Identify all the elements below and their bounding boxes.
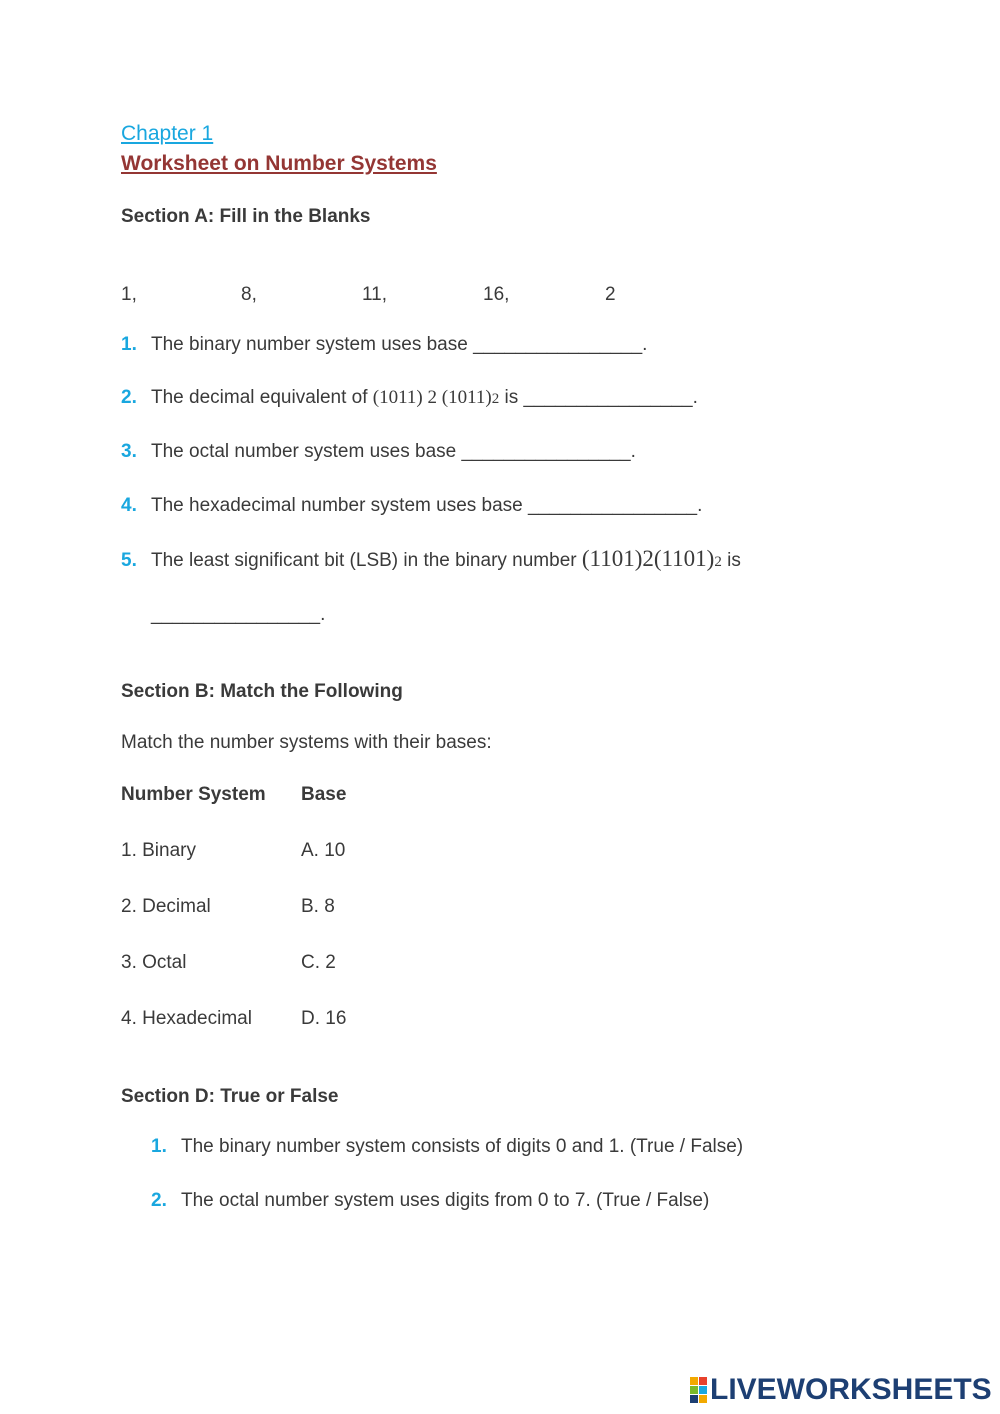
match-item-right: B. 8 — [301, 896, 335, 917]
question-text-after: is — [499, 387, 524, 408]
logo-tile — [690, 1377, 698, 1385]
section-d-heading: Section D: True or False — [121, 1086, 339, 1107]
word-bank-item: 8, — [241, 284, 257, 305]
match-item-left: 4. Hexadecimal — [121, 1008, 252, 1029]
match-item-right: A. 10 — [301, 840, 346, 861]
logo-tile — [699, 1377, 707, 1385]
logo-tile — [699, 1395, 707, 1403]
word-bank-item: 11, — [362, 284, 388, 305]
answer-blank[interactable]: ________________ — [151, 604, 321, 625]
question-text: The binary number system uses base — [151, 334, 474, 355]
question-text: The octal number system uses base — [151, 441, 462, 462]
math-subscript: 2 — [714, 554, 722, 570]
chapter-link[interactable]: Chapter 1 — [121, 122, 214, 145]
logo-tile — [690, 1395, 698, 1403]
question-text-after: is — [721, 550, 741, 571]
question-number: 2. — [121, 387, 137, 408]
match-column-header: Number System — [121, 784, 266, 805]
match-item-left: 3. Octal — [121, 952, 187, 973]
question-4 — [121, 495, 702, 517]
match-item-right: D. 16 — [301, 1008, 347, 1029]
question-text: The binary number system consists of digits 0 and 1. (True / False) — [181, 1136, 744, 1157]
question-number: 2. — [151, 1190, 167, 1211]
question-number: 4. — [121, 495, 137, 516]
math-subscript: 2 — [491, 391, 500, 407]
true-false-item-1 — [151, 1136, 743, 1158]
logo-text: LIVEWORKSHEETS — [710, 1373, 992, 1406]
question-number: 1. — [121, 334, 137, 355]
logo-tile — [699, 1386, 707, 1394]
question-end: . — [697, 495, 703, 516]
answer-blank[interactable]: ________________ — [461, 441, 631, 462]
question-3 — [121, 441, 636, 463]
match-item-left: 1. Binary — [121, 840, 196, 861]
question-end: . — [642, 334, 648, 355]
answer-blank[interactable]: ________________ — [473, 334, 643, 355]
question-text: The least significant bit (LSB) in the binary number — [151, 550, 582, 571]
question-1 — [121, 334, 647, 356]
question-end: . — [630, 441, 636, 462]
word-bank-item: 16, — [483, 284, 510, 305]
logo-mark-icon — [690, 1377, 707, 1403]
section-b-instruction: Match the number systems with their bases: — [121, 732, 492, 753]
question-5 — [121, 546, 741, 572]
section-b-heading: Section B: Match the Following — [121, 681, 403, 702]
question-number: 5. — [121, 550, 137, 571]
question-2 — [121, 387, 698, 409]
question-number: 3. — [121, 441, 137, 462]
match-item-right: C. 2 — [301, 952, 336, 973]
question-text: The octal number system uses digits from 0 to 7. (True / False) — [181, 1190, 710, 1211]
liveworksheets-logo — [690, 1370, 992, 1410]
question-end: . — [692, 387, 698, 408]
word-bank-item: 1, — [121, 284, 137, 305]
question-text: The hexadecimal number system uses base — [151, 495, 529, 516]
answer-blank[interactable]: ________________ — [528, 495, 698, 516]
answer-blank[interactable]: ________________ — [523, 387, 693, 408]
question-text: The decimal equivalent of — [151, 387, 373, 408]
math-expression: (1101)2(1101) — [581, 546, 715, 571]
match-column-header: Base — [301, 784, 347, 805]
question-end: . — [320, 604, 326, 625]
question-number: 1. — [151, 1136, 167, 1157]
word-bank-item: 2 — [605, 284, 616, 305]
logo-tile — [690, 1386, 698, 1394]
match-item-left: 2. Decimal — [121, 896, 211, 917]
true-false-item-2 — [151, 1190, 709, 1212]
math-expression: (1011) 2 (1011) — [372, 387, 492, 408]
section-a-heading: Section A: Fill in the Blanks — [121, 206, 371, 227]
page-title: Worksheet on Number Systems — [121, 152, 437, 175]
question-5-blank-line — [151, 604, 325, 626]
